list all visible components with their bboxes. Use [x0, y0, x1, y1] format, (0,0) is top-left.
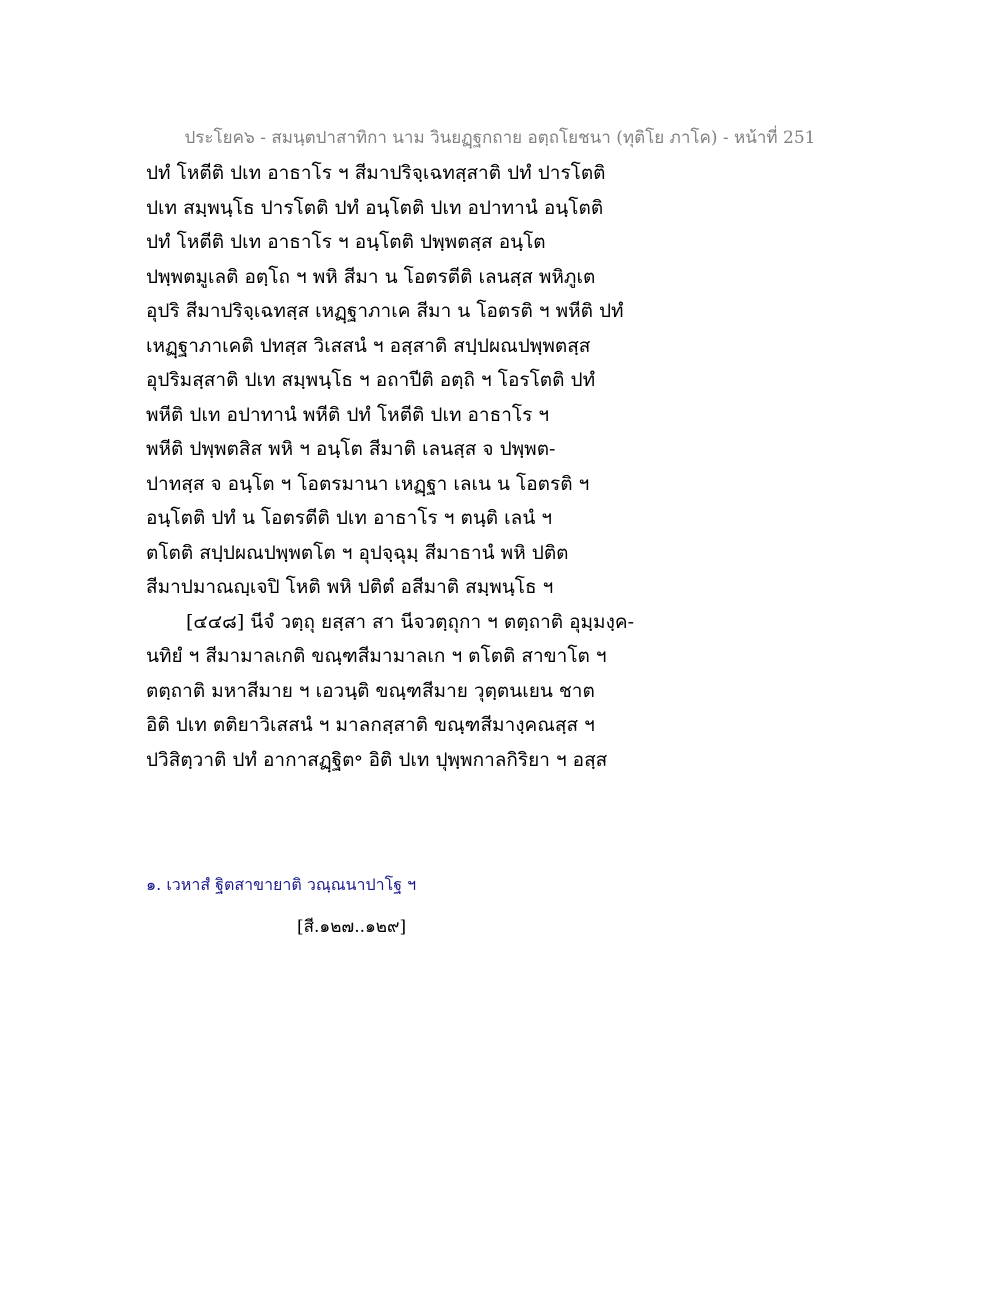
text-line-8: พหีติ ปเท อปาทานํ พหีติ ปทํ โหตีติ ปเท อาธาโร ฯ	[146, 403, 549, 426]
text-line-9: พหีติ ปพฺพตสิส พหิ ฯ อนฺโต สีมาติ เลนสฺส จ ปพฺพต-	[146, 438, 556, 460]
page-reference: [สี.๑๒๗..๑๒๙]	[297, 917, 407, 937]
text-line-7: อุปริมสฺสาติ ปเท สมฺพนฺโธ ฯ อถาปีติ อตฺถิ ฯ โอรโตติ ปทํ	[146, 369, 596, 391]
text-line-18: ปวิสิตฺวาติ ปทํ อากาสฏฺฐิต॰ อิติ ปเท ปุพฺพกาลกิริยา ฯ อสฺส	[146, 748, 608, 771]
footnote: ๑. เวหาสํ ฐิตสาขายาติ วณฺณนาปาโฐ ฯ	[146, 875, 417, 894]
page-header-text: ประโยค๖ - สมนฺตปาสาทิกา นาม วินยฏฺฐกถาย อตฺถโยชนา (ทุติโย ภาโค) - หน้าที่ 251	[184, 128, 816, 148]
page-header	[0, 124, 1000, 151]
text-line-10: ปาทสฺส จ อนฺโต ฯ โอตรมานา เหฏฺฐา เลเน น โอตรติ ฯ	[146, 472, 590, 495]
text-line-14: [๔๔๘] นีจํ วตฺถุ ยสฺสา สา นีจวตฺถุกา ฯ ตตฺถาติ อุมฺมงฺค-	[186, 610, 634, 633]
body-text	[146, 156, 866, 777]
text-line-1: ปทํ โหตีติ ปเท อาธาโร ฯ สีมาปริจฺเฉทสฺสาติ ปทํ ปารโตติ	[146, 162, 606, 184]
text-line-17: อิติ ปเท ตติยาวิเสสนํ ฯ มาลกสฺสาติ ขณฺฑสีมางฺคณสฺส ฯ	[146, 714, 595, 736]
text-line-15: นทิยํ ฯ สีมามาลเกติ ขณฺฑสีมามาลเก ฯ ตโตติ สาขาโต ฯ	[146, 645, 607, 667]
text-line-4: ปพฺพตมูเลติ อตฺโถ ฯ พหิ สีมา น โอตรตีติ เลนสฺส พหิภูเต	[146, 265, 596, 288]
text-line-2: ปเท สมฺพนฺโธ ปารโตติ ปทํ อนฺโตติ ปเท อปาทานํ อนฺโตติ	[146, 196, 604, 219]
text-line-13: สีมาปมาณญฺเจปิ โหติ พหิ ปติตํ อสีมาติ สมฺพนฺโธ ฯ	[146, 576, 554, 598]
text-line-12: ตโตติ สปฺปผณปพฺพตโต ฯ อุปจฺฉุมฺ สีมาธานํ พหิ ปติต	[146, 541, 569, 564]
text-line-16: ตตฺถาติ มหาสีมาย ฯ เอวนฺติ ขณฺฑสีมาย วุตฺตนเยน ชาต	[146, 679, 595, 702]
text-line-11: อนฺโตติ ปทํ น โอตรตีติ ปเท อาธาโร ฯ ตนฺติ เลนํ ฯ	[146, 507, 553, 529]
text-line-5: อุปริ สีมาปริจฺเฉทสฺส เหฏฺฐาภาเค สีมา น โอตรติ ฯ พหีติ ปทํ	[146, 300, 624, 322]
text-line-6: เหฏฺฐาภาเคติ ปทสฺส วิเสสนํ ฯ อสฺสาติ สปฺปผณปพฺพตสฺส	[146, 334, 591, 357]
text-line-3: ปทํ โหตีติ ปเท อาธาโร ฯ อนฺโตติ ปพฺพตสฺส อนฺโต	[146, 231, 546, 253]
